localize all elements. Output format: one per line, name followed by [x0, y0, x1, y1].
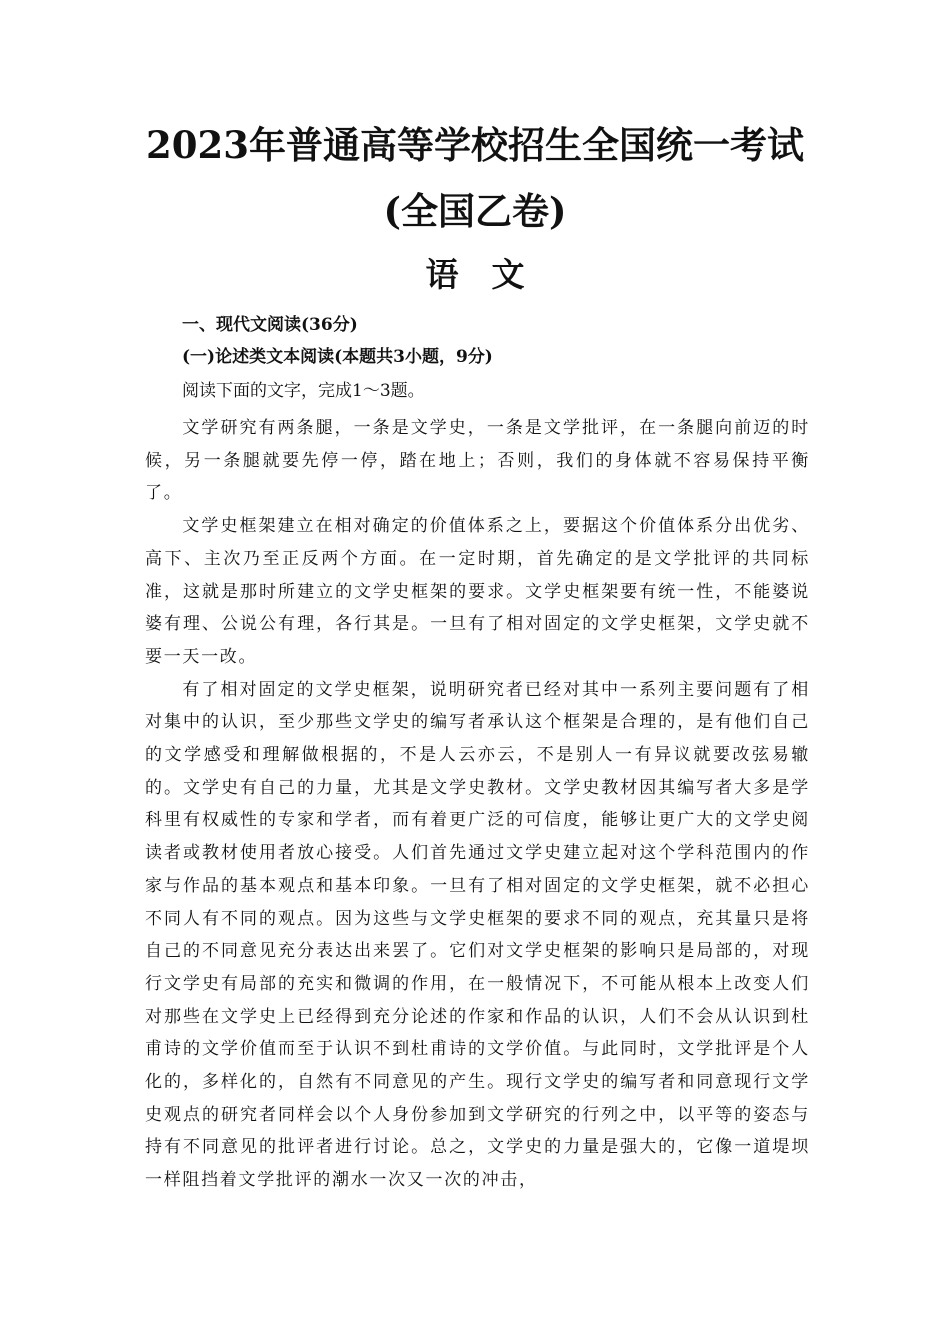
subsection-heading: (一)论述类文本阅读(本题共3小题，9分)	[182, 347, 493, 367]
section-heading: 一、现代文阅读(36分)	[182, 315, 358, 335]
reading-passage	[145, 412, 810, 1197]
passage-paragraph: 文学史框架建立在相对确定的价值体系之上，要据这个价值体系分出优劣、高下、主次乃至正反两个方面。在一定时期，首先确定的是文学批评的共同标准，这就是那时所建立的文学史框架的要求。文学史框架要有统一性，不能婆说婆有理、公说公有理，各行其是。一旦有了相对固定的文学史框架，文学史就不要一天一改。	[145, 516, 810, 667]
exam-title: 2023年普通高等学校招生全国统一考试(全国乙卷)	[146, 123, 804, 233]
reading-instruction: 阅读下面的文字，完成1～3题。	[182, 381, 425, 401]
subject-heading: 语 文	[425, 255, 525, 294]
passage-paragraph: 有了相对固定的文学史框架，说明研究者已经对其中一系列主要问题有了相对集中的认识，至少那些文学史的编写者承认这个框架是合理的，是有他们自己的文学感受和理解做根据的，不是人云亦云，不是别人一有异议就要改弦易辙的。文学史有自己的力量，尤其是文学史教材。文学史教材因其编写者大多是学科里有权威性的专家和学者，而有着更广泛的可信度，能够让更广大的文学史阅读者或教材使用者放心接受。人们首先通过文学史建立起对这个学科范围内的作家与作品的基本观点和基本印象。一旦有了相对固定的文学史框架，就不必担心不同人有不同的观点。因为这些与文学史框架的要求不同的观点，充其量只是将自己的不同意见充分表达出来罢了。它们对文学史框架的影响只是局部的，对现行文学史有局部的充实和微调的作用，在一般情况下，不可能从根本上改变人们对那些在文学史上已经得到充分论述的作家和作品的认识，人们不会从认识到杜甫诗的文学价值而至于认识不到杜甫诗的文学价值。与此同时，文学批评是个人化的，多样化的，自然有不同意见的产生。现行文学史的编写者和同意现行文学史观点的研究者同样会以个人身份参加到文学研究的行列之中，以平等的姿态与持有不同意见的批评者进行讨论。总之，文学史的力量是强大的，它像一道堤坝一样阻挡着文学批评的潮水一次又一次的冲击，	[145, 679, 810, 1191]
passage-paragraph: 文学研究有两条腿，一条是文学史，一条是文学批评，在一条腿向前迈的时候，另一条腿就要先停一停，踏在地上；否则，我们的身体就不容易保持平衡了。	[145, 418, 810, 504]
